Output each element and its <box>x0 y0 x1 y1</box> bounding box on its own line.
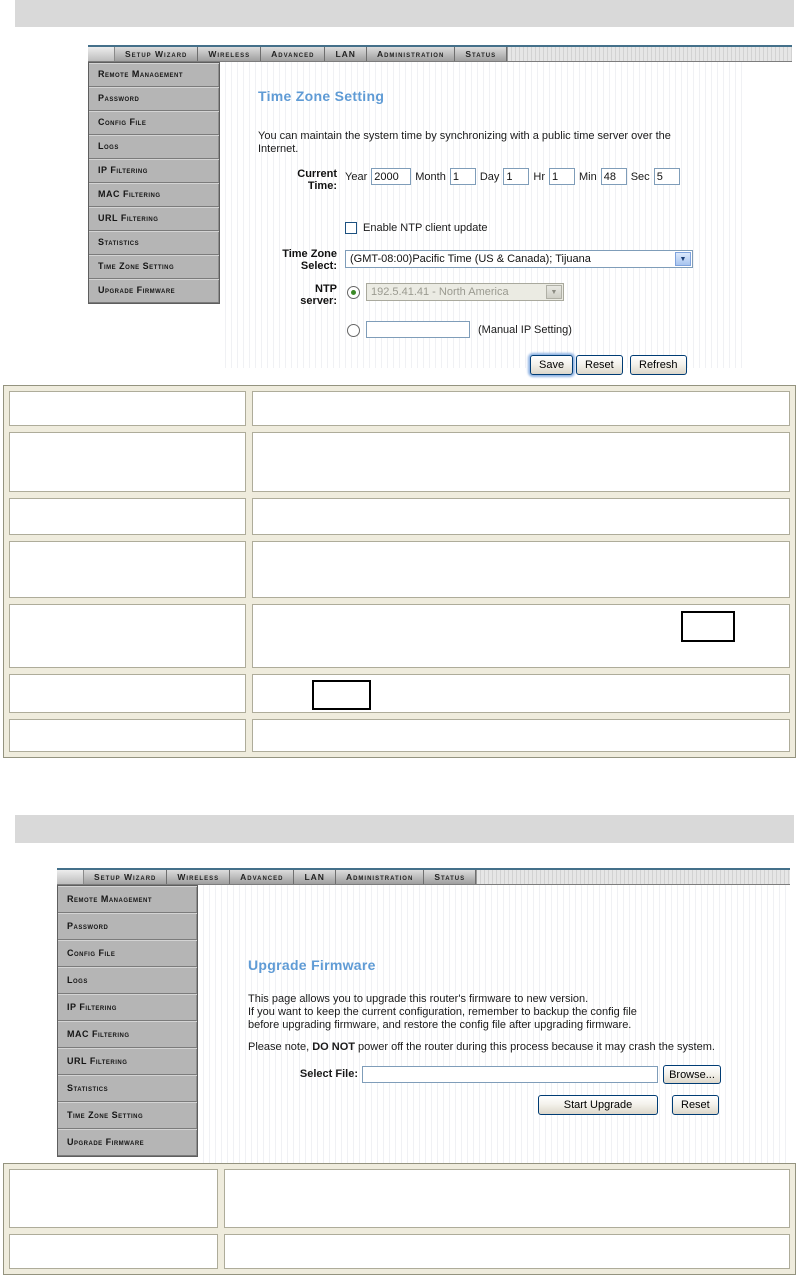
table-cell-term <box>9 541 246 598</box>
sidebar-item-mac-filtering[interactable]: MAC Filtering <box>58 1021 197 1048</box>
sidebar-item-logs[interactable]: Logs <box>58 967 197 994</box>
browse-button[interactable]: Browse... <box>663 1065 721 1084</box>
table-cell-term <box>9 604 246 668</box>
tab-setup-wizard[interactable]: Setup Wizard <box>84 870 167 884</box>
tab-administration[interactable]: Administration <box>336 870 424 884</box>
day-input[interactable] <box>503 168 529 185</box>
sec-label: Sec <box>630 170 650 183</box>
tab-bar-filler <box>476 870 790 884</box>
table-cell-term <box>9 719 246 752</box>
table-row <box>9 432 790 492</box>
tab-wireless[interactable]: Wireless <box>167 870 230 884</box>
sidebar-item-ip-filtering[interactable]: IP Filtering <box>89 159 219 183</box>
month-input[interactable] <box>450 168 476 185</box>
table-cell-description <box>252 391 790 426</box>
warning-suffix: power off the router during this process because it may crash the system. <box>355 1041 715 1053</box>
intro-text: You can maintain the system time by synchronizing with a public time server over the Internet. <box>258 130 671 155</box>
min-input[interactable] <box>601 168 627 185</box>
sidebar-item-upgrade-firmware[interactable]: Upgrade Firmware <box>58 1129 197 1156</box>
manual-ip-radio[interactable] <box>347 324 360 337</box>
table-cell-description <box>224 1169 790 1228</box>
current-time-label-line2: Time: <box>307 180 337 192</box>
sidebar-item-remote-management[interactable]: Remote Management <box>89 63 219 87</box>
time-zone-select-value: (GMT-08:00)Pacific Time (US & Canada); Tijuana <box>350 253 591 265</box>
sidebar-item-config-file[interactable]: Config File <box>89 111 219 135</box>
year-label: Year <box>345 170 368 183</box>
enable-ntp-checkbox[interactable] <box>345 222 357 234</box>
sidebar-item-time-zone-setting[interactable]: Time Zone Setting <box>89 255 219 279</box>
content-pane <box>198 885 790 1170</box>
section-gray-bar <box>15 815 794 843</box>
upgrade-info-line: before upgrading firmware, and restore the config file after upgrading firmware. <box>248 1019 632 1031</box>
manual-ip-input[interactable] <box>366 321 470 338</box>
sidebar-item-password[interactable]: Password <box>58 913 197 940</box>
description-table-2 <box>3 1163 796 1275</box>
sidebar-item-remote-management[interactable]: Remote Management <box>58 886 197 913</box>
table-cell-term <box>9 432 246 492</box>
refresh-button[interactable]: Refresh <box>630 355 687 375</box>
upgrade-info-line: This page allows you to upgrade this router's firmware to new version. <box>248 993 589 1005</box>
warning-prefix: Please note, <box>248 1041 313 1053</box>
sidebar-item-ip-filtering[interactable]: IP Filtering <box>58 994 197 1021</box>
tab-bar <box>57 868 790 885</box>
sec-input[interactable] <box>654 168 680 185</box>
table-cell-description <box>252 498 790 535</box>
tz-label-line1: Time Zone <box>282 248 337 260</box>
radio-selected-dot <box>351 290 356 295</box>
sidebar-item-url-filtering[interactable]: URL Filtering <box>89 207 219 231</box>
table-cell-description <box>252 674 790 713</box>
tab-advanced[interactable]: Advanced <box>230 870 294 884</box>
tab-bar-lead <box>57 870 84 884</box>
ntp-checkbox-row <box>345 222 488 234</box>
tab-advanced[interactable]: Advanced <box>261 47 325 61</box>
tab-bar-filler <box>507 47 792 61</box>
year-input[interactable] <box>371 168 411 185</box>
description-table-1 <box>3 385 796 758</box>
screenshot-time-zone-setting <box>88 45 792 375</box>
month-label: Month <box>415 170 446 183</box>
current-time-label-line1: Current <box>297 168 337 180</box>
tab-setup-wizard[interactable]: Setup Wizard <box>115 47 198 61</box>
table-cell-term <box>9 498 246 535</box>
upgrade-warning <box>248 1041 726 1054</box>
table-cell-description <box>252 541 790 598</box>
table-cell-description <box>252 432 790 492</box>
sidebar-item-password[interactable]: Password <box>89 87 219 111</box>
table-row <box>9 498 790 535</box>
day-label: Day <box>479 170 500 183</box>
dropdown-arrow-icon[interactable]: ▼ <box>675 252 691 266</box>
table-cell-description <box>252 604 790 668</box>
blank-button-placeholder <box>681 611 735 642</box>
top-gray-bar <box>15 0 794 27</box>
sidebar-item-url-filtering[interactable]: URL Filtering <box>58 1048 197 1075</box>
table-row <box>9 719 790 752</box>
min-label: Min <box>578 170 597 183</box>
table-cell-term <box>9 391 246 426</box>
ntp-server-select-value: 192.5.41.41 - North America <box>371 286 509 298</box>
sidebar-item-logs[interactable]: Logs <box>89 135 219 159</box>
page-title: Upgrade Firmware <box>248 957 376 973</box>
tab-status[interactable]: Status <box>424 870 476 884</box>
table-cell-description <box>224 1234 790 1269</box>
table-cell-description <box>252 719 790 752</box>
table-row <box>9 1169 790 1228</box>
manual-ip-hint: (Manual IP Setting) <box>478 324 572 336</box>
tab-administration[interactable]: Administration <box>367 47 455 61</box>
ntp-server-select[interactable] <box>366 283 564 301</box>
table-row <box>9 1234 790 1269</box>
time-zone-select[interactable] <box>345 250 693 268</box>
content-pane <box>220 62 745 371</box>
table-row <box>9 674 790 713</box>
current-time-fields <box>345 168 680 185</box>
sidebar-item-mac-filtering[interactable]: MAC Filtering <box>89 183 219 207</box>
time-zone-select-label <box>220 248 337 272</box>
ntp-label-line1: NTP <box>315 283 337 295</box>
page-title: Time Zone Setting <box>258 88 385 104</box>
tab-bar-lead <box>88 47 115 61</box>
hr-label: Hr <box>533 170 545 183</box>
sidebar-menu <box>57 885 198 1157</box>
dropdown-arrow-icon: ▼ <box>546 285 562 299</box>
start-upgrade-button[interactable]: Start Upgrade <box>538 1095 658 1115</box>
enable-ntp-label: Enable NTP client update <box>363 222 488 234</box>
tab-lan[interactable]: LAN <box>294 870 335 884</box>
sidebar-item-statistics[interactable]: Statistics <box>58 1075 197 1102</box>
table-cell-term <box>9 1234 218 1269</box>
tab-bar <box>88 45 792 62</box>
table-row <box>9 391 790 426</box>
sidebar-item-time-zone-setting[interactable]: Time Zone Setting <box>58 1102 197 1129</box>
table-cell-term <box>9 1169 218 1228</box>
sidebar-item-config-file[interactable]: Config File <box>58 940 197 967</box>
upgrade-info-line: If you want to keep the current configuration, remember to backup the config file <box>248 1006 637 1018</box>
tz-label-line2: Select: <box>300 260 337 272</box>
table-cell-term <box>9 674 246 713</box>
select-file-input[interactable] <box>362 1066 658 1083</box>
tab-status[interactable]: Status <box>455 47 507 61</box>
ntp-server-radio[interactable] <box>347 286 360 299</box>
reset-button[interactable]: Reset <box>672 1095 719 1115</box>
select-file-label: Select File: <box>299 1068 358 1080</box>
ntp-server-label <box>220 283 337 307</box>
save-button[interactable]: Save <box>530 355 573 375</box>
sidebar-item-upgrade-firmware[interactable]: Upgrade Firmware <box>89 279 219 303</box>
ntp-label-line2: server: <box>300 295 337 307</box>
warning-do-not: DO NOT <box>312 1041 355 1053</box>
tab-wireless[interactable]: Wireless <box>198 47 261 61</box>
sidebar-menu <box>88 62 220 304</box>
sidebar-item-statistics[interactable]: Statistics <box>89 231 219 255</box>
screenshot-upgrade-firmware <box>57 868 790 1170</box>
hr-input[interactable] <box>549 168 575 185</box>
reset-button[interactable]: Reset <box>576 355 623 375</box>
blank-button-placeholder <box>312 680 371 710</box>
table-row <box>9 541 790 598</box>
current-time-label <box>220 168 337 192</box>
tab-lan[interactable]: LAN <box>325 47 366 61</box>
table-row <box>9 604 790 668</box>
